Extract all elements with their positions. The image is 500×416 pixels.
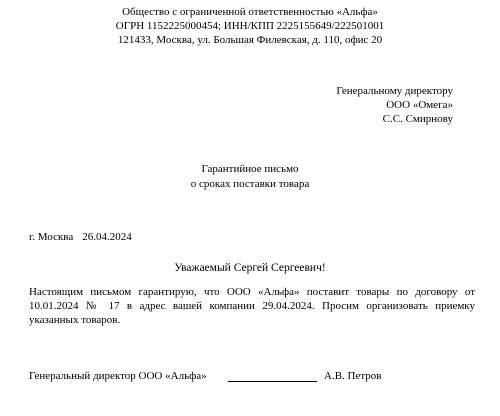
signature-line	[228, 381, 317, 382]
signatory-position: Генеральный директор ООО «Альфа»	[29, 370, 207, 382]
letter-subtitle: о сроках поставки товара	[190, 178, 310, 190]
addressee-company: ООО «Омега»	[386, 99, 453, 111]
addressee-position: Генеральному директору	[336, 85, 453, 97]
greeting: Уважаемый Сергей Сергеевич!	[174, 262, 326, 274]
sender-address: 121433, Москва, ул. Большая Филевская, д. 110, офис 20	[117, 34, 383, 46]
body-line-1: Настоящим письмом гарантирую, что ООО «Альфа» поставит товары по договору от	[29, 286, 475, 298]
letter-body	[29, 285, 475, 327]
letter-title: Гарантийное письмо	[201, 163, 299, 175]
signatory-name: А.В. Петров	[324, 370, 382, 382]
body-line-3: указанных товаров.	[29, 314, 121, 326]
date: 26.04.2024	[82, 231, 132, 243]
sender-registration-ids: ОГРН 1152225000454; ИНН/КПП 2225155649/222501001	[115, 20, 385, 32]
addressee-name: С.С. Смирнову	[382, 113, 453, 125]
sender-company-name: Общество с ограниченной ответственностью «Альфа»	[122, 6, 378, 18]
place: г. Москва	[29, 231, 74, 243]
place-and-date	[29, 230, 132, 244]
body-line-2: 10.01.2024 № 17 в адрес вашей компании 29.04.2024. Просим организовать приемку	[29, 300, 475, 312]
